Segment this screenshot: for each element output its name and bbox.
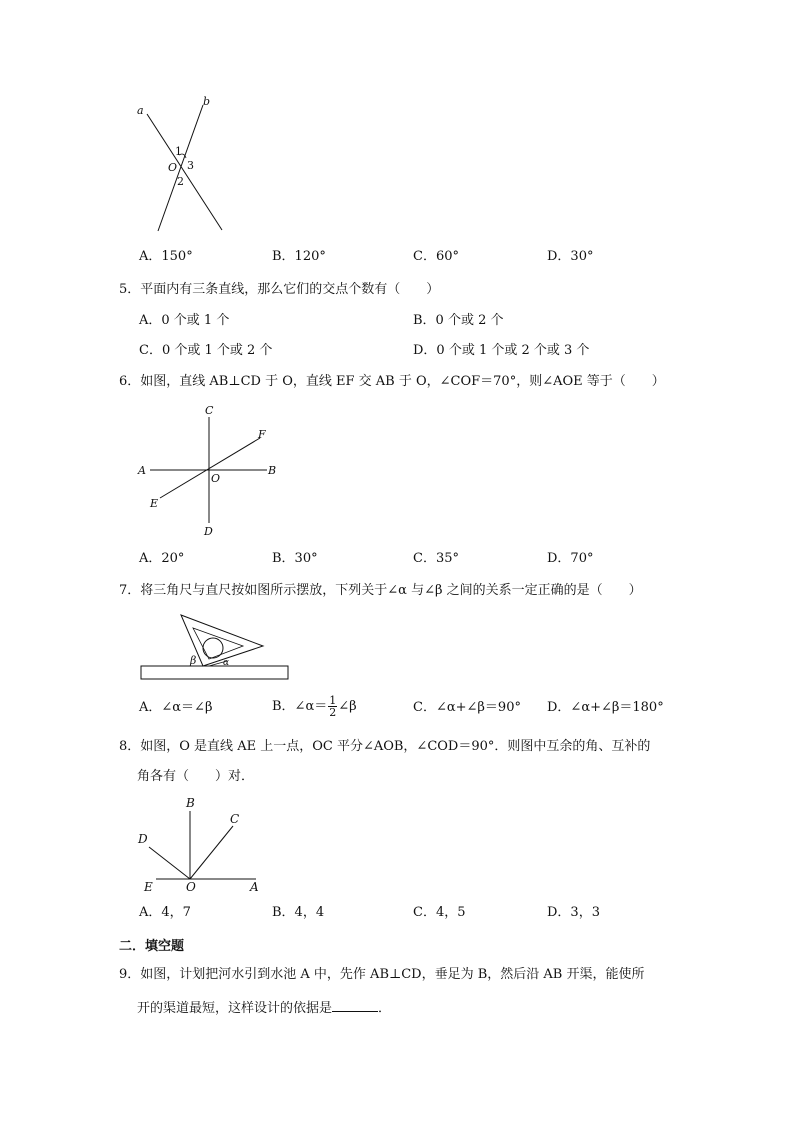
q8-option-a[interactable]: A．4，7 (139, 905, 191, 920)
q7-option-b-prefix: B．∠α＝ (272, 699, 328, 714)
q4-option-a[interactable]: A．150° (139, 249, 193, 264)
q8-label-c: C (230, 812, 240, 826)
q8-label-e: E (144, 880, 153, 894)
q8-stem-line2: 角各有（ ）对． (137, 769, 255, 784)
q9-stem-line2-end: ． (378, 1001, 392, 1016)
q6-figure (130, 400, 290, 545)
q5-option-b[interactable]: B．0 个或 2 个 (413, 313, 504, 328)
q7-label-beta: β (190, 654, 197, 667)
q4-label-a: a (137, 104, 144, 117)
q6-option-a[interactable]: A．20° (139, 551, 185, 566)
q8-option-c[interactable]: C．4，5 (413, 905, 466, 920)
q6-label-o: O (211, 472, 221, 485)
q7-option-b[interactable] (272, 692, 357, 722)
q7-stem: 7．将三角尺与直尺按如图所示摆放，下列关于∠α 与∠β 之间的关系一定正确的是（ ） (119, 583, 642, 598)
q4-label-b: b (203, 95, 211, 108)
q4-label-1: 1 (175, 145, 182, 158)
q5-option-a[interactable]: A．0 个或 1 个 (139, 313, 230, 328)
q8-figure (130, 795, 270, 895)
q4-label-2: 2 (177, 175, 184, 188)
q7-option-d[interactable]: D．∠α+∠β＝180° (547, 700, 664, 715)
q6-option-d[interactable]: D．70° (547, 551, 594, 566)
q5-stem: 5．平面内有三条直线，那么它们的交点个数有（ ） (119, 282, 440, 297)
section-title-fill-in: 二．填空题 (119, 939, 185, 954)
q9-stem-line2 (137, 998, 391, 1018)
q5-option-c[interactable]: C．0 个或 1 个或 2 个 (139, 343, 273, 358)
q8-label-a: A (250, 880, 259, 894)
q7-figure (135, 608, 295, 688)
q8-option-b[interactable]: B．4，4 (272, 905, 325, 920)
q7-option-b-suffix: ∠β (338, 699, 357, 714)
q6-label-c: C (205, 404, 214, 417)
q4-option-c[interactable]: C．60° (413, 249, 459, 264)
q8-stem-line1: 8．如图，O 是直线 AE 上一点，OC 平分∠AOB，∠COD＝90°．则图中互余的角、互补的 (119, 739, 651, 754)
q6-stem: 6．如图，直线 AB⊥CD 于 O，直线 EF 交 AB 于 O，∠COF＝70°，则∠AOE 等于（ ） (119, 374, 665, 389)
q8-option-d[interactable]: D．3，3 (547, 905, 600, 920)
q7-label-alpha: α (223, 658, 230, 668)
q8-label-b: B (186, 796, 195, 810)
q7-option-b-denominator: 2 (329, 706, 337, 719)
q7-option-c[interactable]: C．∠α+∠β＝90° (413, 700, 521, 715)
q7-option-b-fraction (328, 695, 337, 718)
q4-label-o: O (168, 161, 178, 174)
q6-label-b: B (268, 464, 277, 477)
q6-option-b[interactable]: B．30° (272, 551, 318, 566)
q7-option-a[interactable]: A．∠α＝∠β (139, 700, 213, 715)
q9-stem-line2-text: 开的渠道最短，这样设计的依据是 (137, 1001, 333, 1016)
q8-label-o: O (186, 880, 196, 894)
q6-label-a: A (138, 464, 146, 477)
q4-option-d[interactable]: D．30° (547, 249, 594, 264)
q6-label-f: F (258, 428, 266, 441)
q8-label-d: D (138, 832, 148, 846)
q9-answer-blank[interactable] (332, 998, 378, 1012)
q9-stem-line1: 9．如图，计划把河水引到水池 A 中，先作 AB⊥CD，垂足为 B，然后沿 AB 开渠，能使所 (119, 967, 645, 982)
q6-label-e: E (150, 497, 159, 510)
q5-option-d[interactable]: D．0 个或 1 个或 2 个或 3 个 (413, 343, 590, 358)
q6-label-d: D (204, 525, 213, 538)
q4-label-3: 3 (187, 159, 194, 172)
q4-figure (130, 92, 240, 242)
q6-option-c[interactable]: C．35° (413, 551, 459, 566)
q4-option-b[interactable]: B．120° (272, 249, 326, 264)
q7-option-b-numerator: 1 (329, 694, 337, 707)
